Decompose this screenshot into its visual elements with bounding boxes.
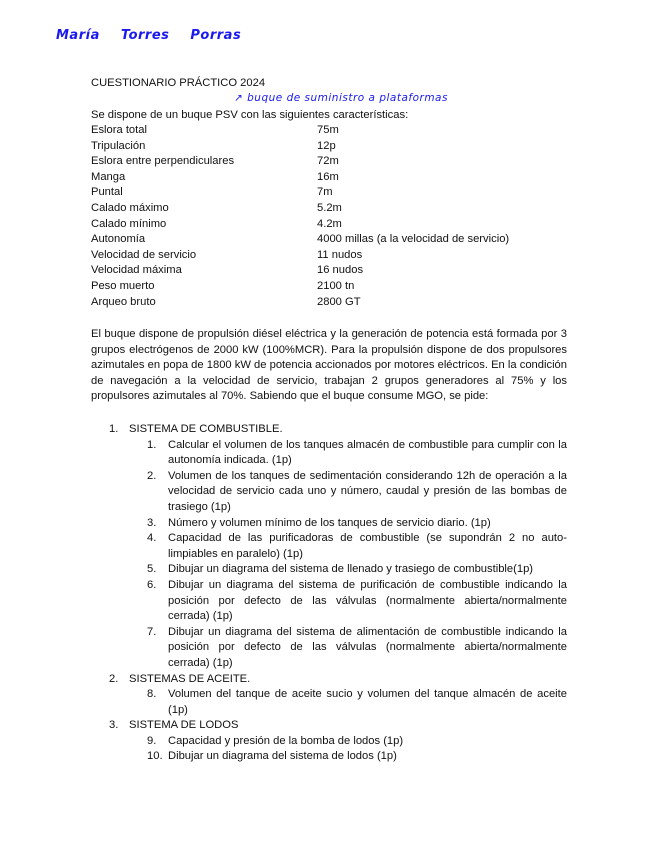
- spec-label: Peso muerto: [91, 279, 155, 292]
- spec-row: [91, 295, 567, 311]
- question-item: [91, 531, 567, 562]
- section-fuel: [91, 422, 567, 672]
- question-text: Dibujar un diagrama del sistema de purificación de combustible indicando la posición por defecto de las válvulas (normalmente abierta/normalmente cerrada) (1p): [168, 578, 567, 623]
- question-number: 7.: [147, 625, 157, 638]
- spec-value: 4000 millas (a la velocidad de servicio): [317, 233, 510, 246]
- section-number: 3.: [109, 719, 119, 732]
- question-item: [91, 562, 567, 578]
- question-item: [91, 469, 567, 516]
- spec-label: Eslora entre perpendiculares: [91, 155, 235, 168]
- question-item: [91, 438, 567, 469]
- section-number: 1.: [109, 423, 119, 435]
- question-number: 5.: [147, 563, 157, 576]
- handwritten-annotation: ↗ buque de suministro a plataformas: [234, 92, 448, 104]
- spec-label: Velocidad de servicio: [91, 248, 197, 261]
- section-title: SISTEMAS DE ACEITE.: [129, 672, 251, 685]
- question-text: Número y volumen mínimo de los tanques de servicio diario. (1p): [168, 516, 491, 529]
- handwritten-student-name: María Torres Porras: [56, 28, 242, 43]
- question-text: Dibujar un diagrama del sistema de llenado y trasiego de combustible(1p): [168, 563, 534, 576]
- spec-value: 72m: [317, 155, 339, 168]
- spec-label: Velocidad máxima: [91, 264, 182, 277]
- spec-value: 75m: [317, 124, 339, 136]
- intro-text: Se dispone de un buque PSV con las siguientes características:: [91, 109, 409, 121]
- question-text: Dibujar un diagrama del sistema de alimentación de combustible indicando la posición por defecto de las válvulas (normalmente abierta/normalmente cerrada) (1p): [168, 625, 567, 669]
- spec-value: 16 nudos: [317, 264, 364, 277]
- question-item: [91, 516, 567, 532]
- spec-value: 2800 GT: [317, 295, 361, 308]
- spec-value: 16m: [317, 170, 339, 183]
- question-list: [91, 422, 567, 765]
- question-text: Volumen de los tanques de sedimentación considerando 12h de operación a la velocidad de servicio cada uno y número, caudal y presión de las bombas de trasiego (1p): [168, 469, 567, 513]
- question-text: Calcular el volumen de los tanques almacén de combustible para cumplir con la autonomía indicada. (1p): [168, 438, 567, 467]
- spec-label: Calado máximo: [91, 201, 169, 214]
- spec-value: 11 nudos: [317, 248, 363, 261]
- question-text: Capacidad de las purificadoras de combustible (se supondrán 2 no auto-limpiables en paralelo) (1p): [168, 532, 567, 560]
- spec-row: [91, 201, 567, 217]
- spec-value: 4.2m: [317, 217, 342, 230]
- question-text: Volumen del tanque de aceite sucio y volumen del tanque almacén de aceite (1p): [168, 688, 567, 716]
- question-number: 1.: [147, 438, 157, 451]
- section-sludge: [91, 718, 567, 765]
- spec-value: 12p: [317, 139, 336, 152]
- question-number: 3.: [147, 516, 157, 529]
- spec-label: Eslora total: [91, 124, 147, 136]
- spec-label: Puntal: [91, 186, 123, 199]
- spec-row: [91, 185, 567, 201]
- spec-label: Tripulación: [91, 139, 146, 152]
- section-title: SISTEMA DE COMBUSTIBLE.: [129, 423, 283, 435]
- section-number: 2.: [109, 672, 119, 685]
- spec-table: [91, 123, 567, 310]
- spec-row: [91, 170, 567, 186]
- section-title: SISTEMA DE LODOS: [129, 719, 239, 732]
- spec-value: 7m: [317, 186, 333, 199]
- spec-row: [91, 248, 567, 264]
- document-title: CUESTIONARIO PRÁCTICO 2024: [91, 77, 266, 89]
- section-oil: [91, 672, 567, 719]
- spec-value: 5.2m: [317, 201, 342, 214]
- description-paragraph: El buque dispone de propulsión diésel eléctrica y la generación de potencia está formada por 3 grupos electrógenos de 2000 kW (100%MCR). Para la propulsión dispone de dos propulsores azimutales en popa de 1800 kW de potencia accionados por motores eléctricos. En la condición de navegación a la velocidad de servicio, trabajan 2 grupos generadores al 75% y los propulsores azimutales al 70%. Sabiendo que el buque consume MGO, se pide:: [91, 328, 567, 403]
- question-item: [91, 578, 567, 625]
- question-number: 2.: [147, 469, 157, 482]
- spec-row: [91, 217, 567, 233]
- spec-row: [91, 263, 567, 279]
- question-number: 4.: [147, 532, 157, 545]
- question-item: [91, 734, 567, 750]
- question-text: Capacidad y presión de la bomba de lodos (1p): [168, 734, 404, 747]
- question-item: [91, 625, 567, 672]
- spec-label: Manga: [91, 170, 126, 183]
- spec-label: Autonomía: [91, 233, 146, 246]
- spec-value: 2100 tn: [317, 279, 355, 292]
- question-number: 8.: [147, 688, 157, 701]
- spec-row: [91, 232, 567, 248]
- question-number: 10.: [147, 750, 163, 763]
- question-item: [91, 687, 567, 718]
- question-text: Dibujar un diagrama del sistema de lodos (1p): [168, 750, 397, 763]
- spec-row: [91, 279, 567, 295]
- spec-row: [91, 123, 567, 139]
- question-number: 6.: [147, 578, 157, 591]
- spec-label: Arqueo bruto: [91, 295, 156, 308]
- question-item: [91, 749, 567, 765]
- spec-label: Calado mínimo: [91, 217, 167, 230]
- spec-row: [91, 139, 567, 155]
- question-number: 9.: [147, 734, 157, 747]
- spec-row: [91, 154, 567, 170]
